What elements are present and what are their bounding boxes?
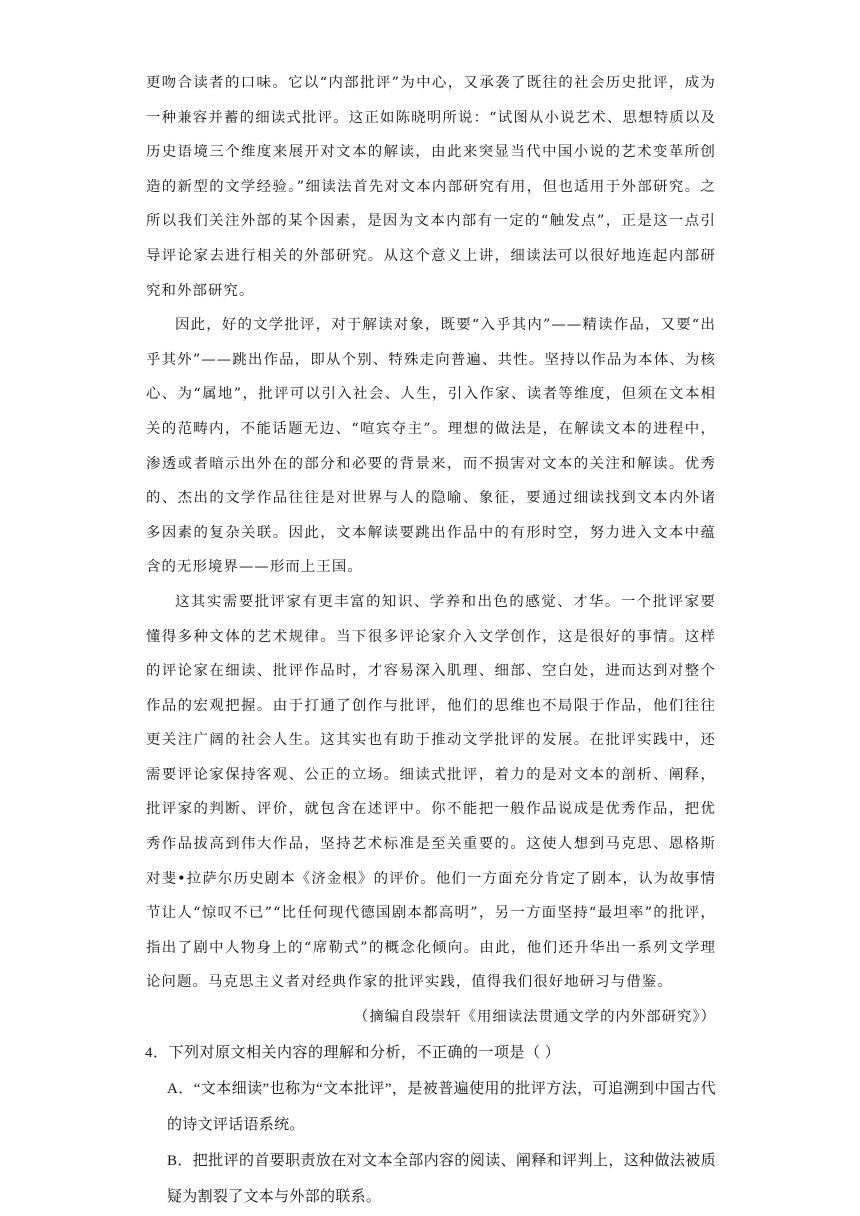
question-option-b: B．把批评的首要职责放在对文本全部内容的阅读、阐释和评判上，这种做法被质疑为割裂了文本与外部的联系。 [167,1152,716,1205]
article-source: （摘编自段崇轩《用细读法贯通文学的内外部研究》） [353,1009,716,1026]
document-page [146,66,716,1215]
article-paragraph-2: 因此，好的文学批评，对于解读对象，既要“入乎其内”——精读作品，又要“出乎其外”——跳出作品，即从个别、特殊走向普遍、共性。坚持以作品为本体、为核心、为“属地”，批评可以引入社会、人生，引入作家、读者等维度，但须在文本相关的范畴内，不能话题无边、“喧宾夺主”。理想的做法是，在解读文本的进程中，渗透或者暗示出外在的部分和必要的背景来，而不损害对文本的关注和解读。优秀的、杰出的文学作品往往是对世界与人的隐喻、象征，要通过细读找到文本内外诸多因素的复杂关联。因此，文本解读要跳出作品中的有形时空，努力进入文本中蕴含的无形境界——形而上王国。 [146,317,716,576]
question-stem: 4．下列对原文相关内容的理解和分析，不正确的一项是（ ） [145,1044,561,1061]
article-paragraph-3: 这其实需要批评家有更丰富的知识、学养和出色的感觉、才华。一个批评家要懂得多种文体的艺术规律。当下很多评论家介入文学创作，这是很好的事情。这样的评论家在细读、批评作品时，才容易深入肌理、细部、空白处，进而达到对整个作品的宏观把握。由于打通了创作与批评，他们的思维也不局限于作品，他们往往更关注广阔的社会人生。这其实也有助于推动文学批评的发展。在批评实践中，还需要评论家保持客观、公正的立场。细读式批评，着力的是对文本的剖析、阐释，批评家的判断、评价，就包含在述评中。你不能把一般作品说成是优秀作品，把优秀作品拔高到伟大作品，坚持艺术标准是至关重要的。这使人想到马克思、恩格斯对斐•拉萨尔历史剧本《济金根》的评价。他们一方面充分肯定了剧本，认为故事情节让人“惊叹不已”“比任何现代德国剧本都高明”，另一方面坚持“最坦率”的批评，指出了剧中人物身上的“席勒式”的概念化倾向。由此，他们还升华出一系列文学理论问题。马克思主义者对经典作家的批评实践，值得我们很好地研习与借鉴。 [146,593,716,991]
question-option-a: A．“文本细读”也称为“文本批评”，是被普遍使用的批评方法，可追溯到中国古代的诗文评话语系统。 [167,1080,716,1133]
article-paragraph-1: 更吻合读者的口味。它以“内部批评”为中心，又承袭了既往的社会历史批评，成为一种兼容并蓄的细读式批评。这正如陈晓明所说：“试图从小说艺术、思想特质以及历史语境三个维度来展开对文本的解读，由此来突显当代中国小说的艺术变革所创造的新型的文学经验。”细读法首先对文本内部研究有用，但也适用于外部研究。之所以我们关注外部的某个因素，是因为文本内部有一定的“触发点”，正是这一点引导评论家去进行相关的外部研究。从这个意义上讲，细读法可以很好地连起内部研究和外部研究。 [146,75,716,299]
